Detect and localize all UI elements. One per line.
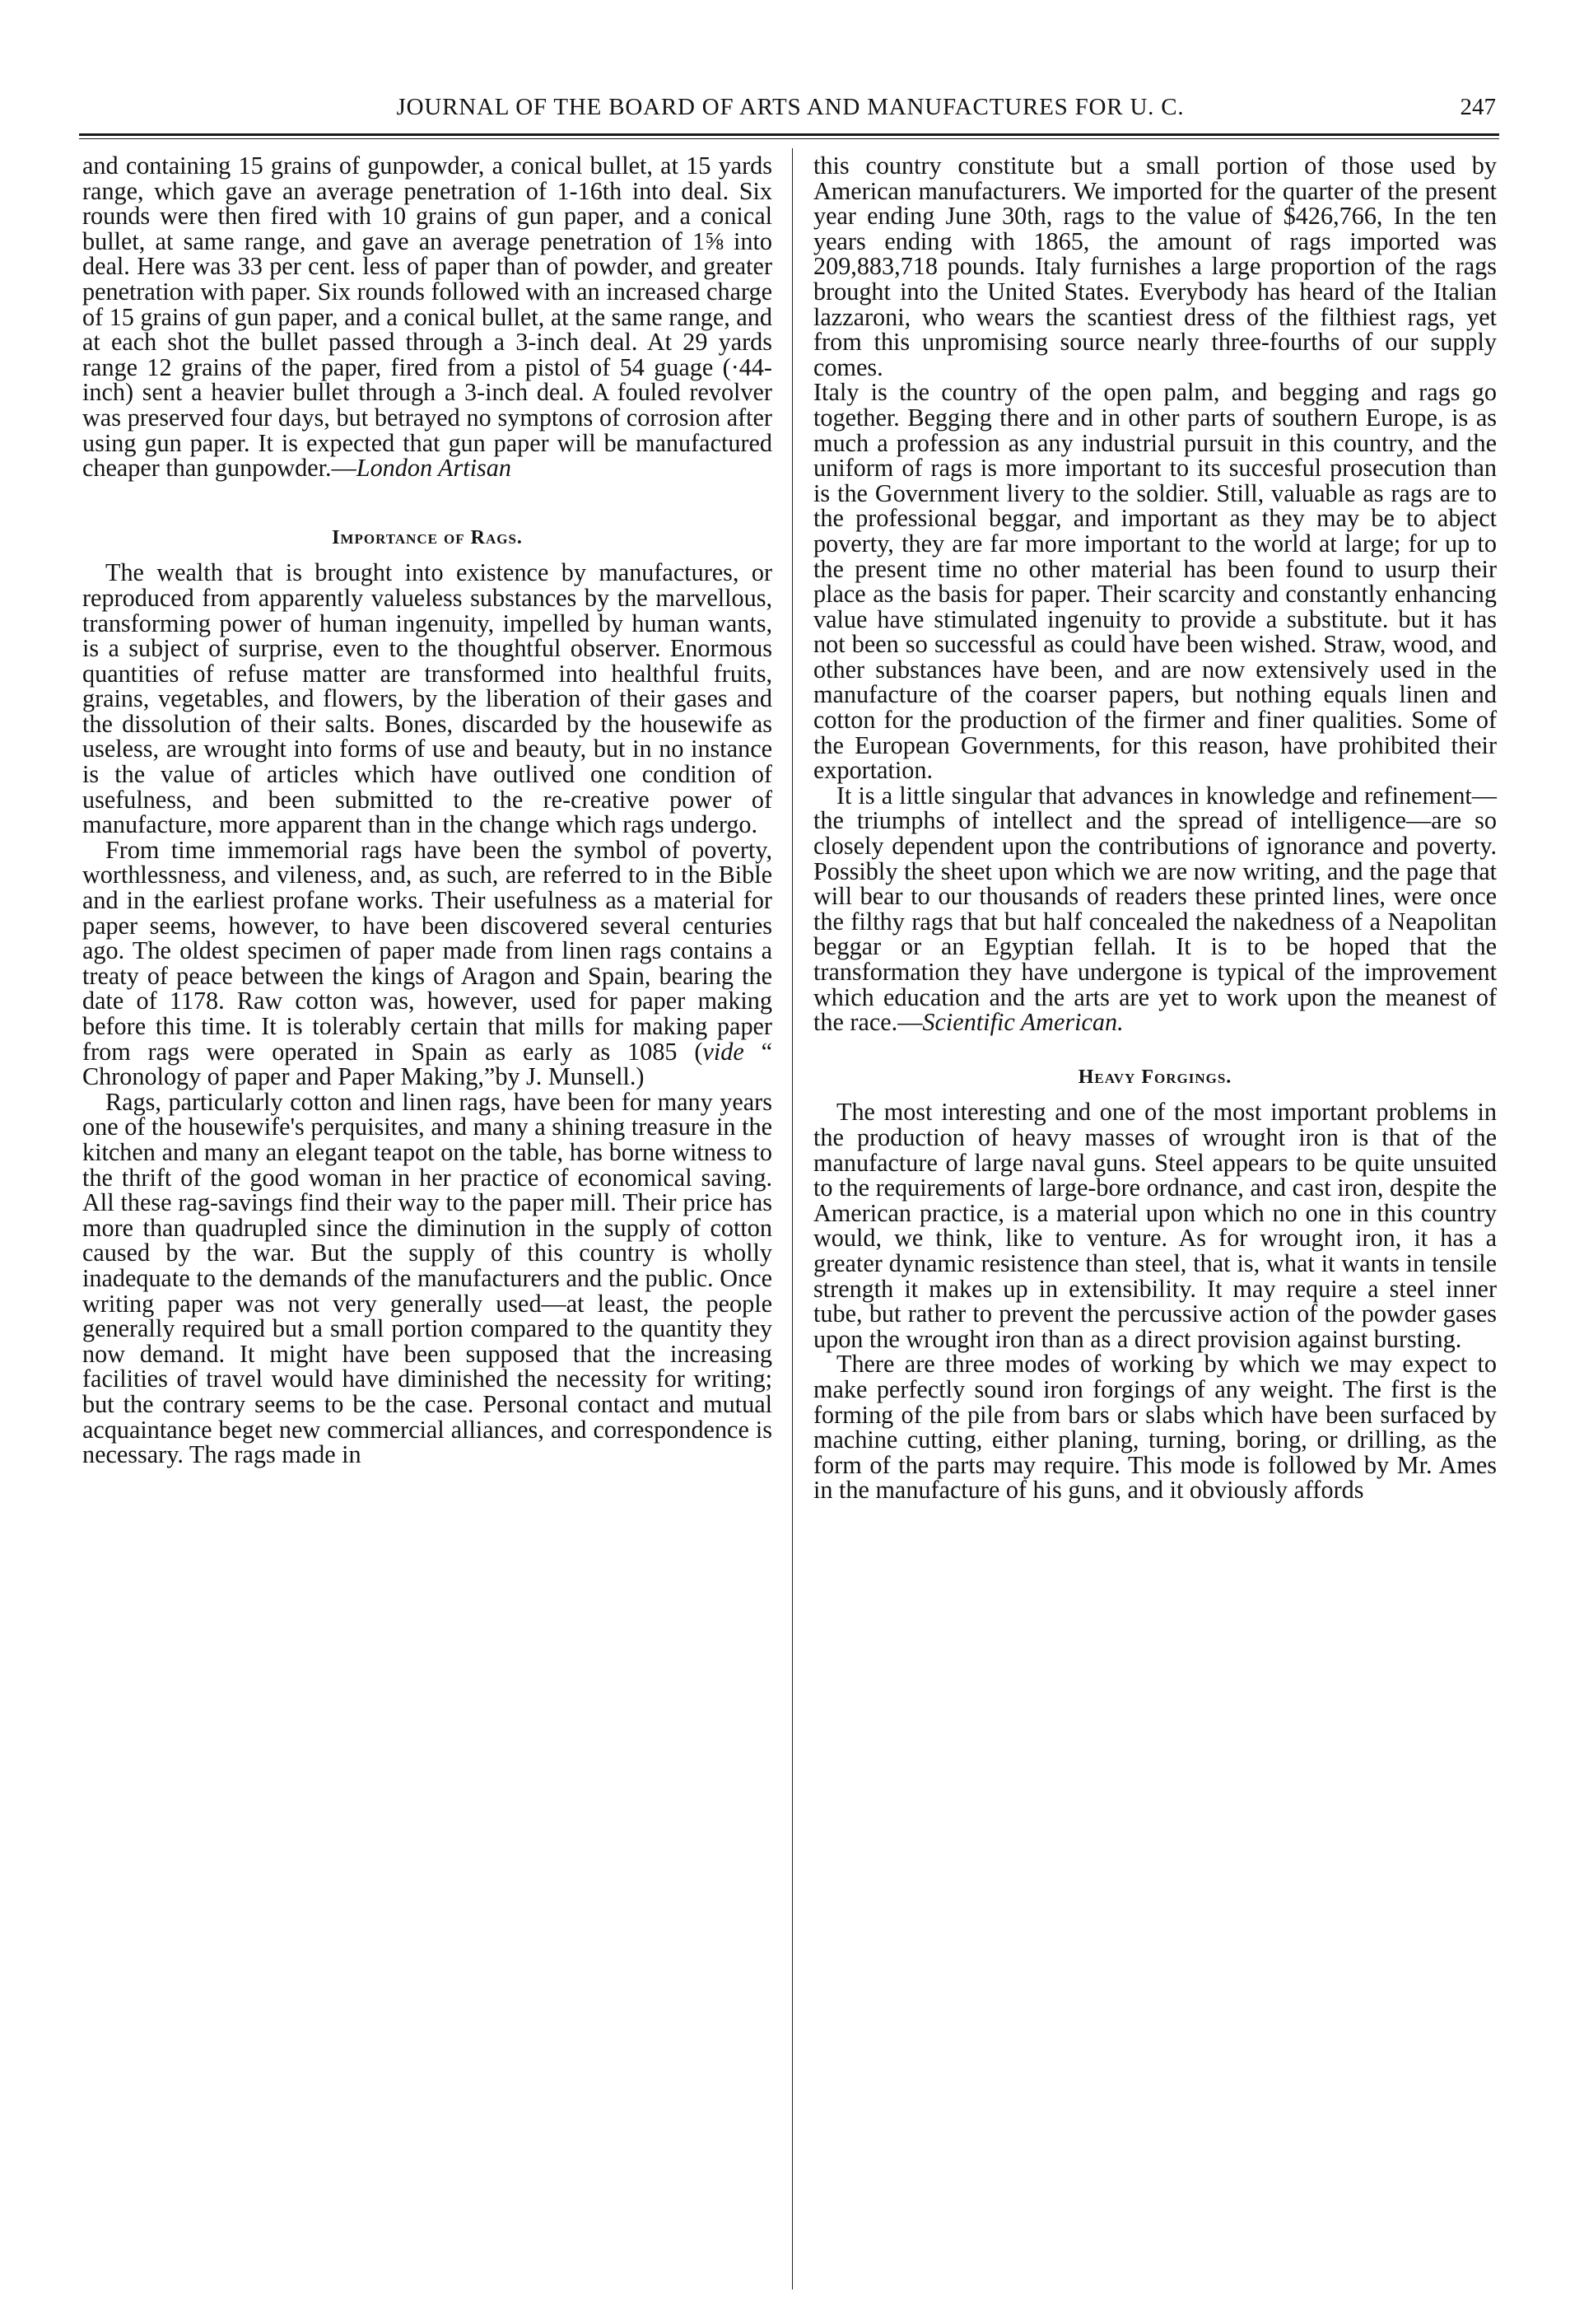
rags-paragraph-2 — [82, 835, 772, 1091]
rags-paragraph-5: Italy is the country of the open palm, and begging and rags go together. Begging there and in other parts of southern Europe, is as much a profession as any industrial pursuit in this country, and the uniform of rags is more important to its succesful prosecution than is the Government livery to the soldier. Still, valuable as rags are to the professional beggar, and important as they may be to abject poverty, they are far more important to the world at large; for up to the present time no other material has been found to usurp their place as the basis for paper. Their scarcity and constantly enhancing value have stimulated ingenuity to provide a substitute. but it has not been so successful as could have been wished. Straw, wood, and other substances have been, and are now extensively used in the manufacture of the coarser papers, but nothing equals linen and cotton for the production of the firmer and finer qualities. Some of the European Governments, for this reason, have prohibited their exportation. — [813, 378, 1497, 785]
rags-paragraph-2-text-b: “ Chronology of paper and Paper Making,”by J. Munsell.) — [82, 1037, 772, 1091]
gun-paper-text: and containing 15 grains of gunpowder, a conical bullet, at 15 yards range, which gave an average penetration of 1-16th into deal. Six rounds were then fired with 10 grains of gun paper, and a conical bullet, at same range, and gave an average penetration of 1⅝ into deal. Here was 33 per cent. less of paper than of powder, and greater penetration with paper. Six rounds followed with an increased charge of 15 grains of gun paper, and a conical bullet, at the same range, and at each shot the bullet passed through a 3-inch deal. At 29 yards range 12 grains of the paper, fired from a pistol of 54 guage (·44-inch) sent a heavier bullet through a 3-inch deal. A fouled revolver was preserved four days, but betrayed no symptons of corrosion after using gun paper. It is expected that gun paper will be manufactured cheaper than gunpowder.— — [82, 152, 772, 483]
gun-paper-source: London Artisan — [356, 454, 511, 483]
rags-paragraph-1: The wealth that is brought into existence by manufactures, or reproduced from apparently valueless substances by the marvellous, transforming power of human ingenuity, impelled by human wants, is a subject of surprise, even to the thoughtful observer. Enormous quantities of refuse matter are transformed into healthful fruits, grains, vegetables, and flowers, by the liberation of their gases and the dissolution of their salts. Bones, discarded by the housewife as useless, are wrought into forms of use and beauty, but in no instance is the value of articles which have outlived one condition of usefulness, and been submitted to the re-creative power of manufacture, more apparent than in the change which rags undergo. — [82, 558, 772, 839]
column-divider — [792, 148, 793, 2289]
left-column — [82, 153, 772, 1468]
journal-title: JOURNAL OF THE BOARD OF ARTS AND MANUFACTURES FOR U. C. — [396, 94, 1185, 120]
forgings-paragraph-1: The most interesting and one of the most important problems in the production of heavy masses of wrought iron is that of the manufacture of large naval guns. Steel appears to be quite unsuited to the requirements of large-bore ordnance, and cast iron, despite the American practice, is a material upon which no one in this country would, we think, like to venture. As for wrought iron, it has a greater dynamic resistence than steel, that is, what it wants in tensile strength it makes up in extensibility. It may require a steel inner tube, but rather to prevent the percussive action of the powder gases upon the wrought iron than as a direct provision against bursting. — [813, 1098, 1497, 1353]
gun-paper-paragraph — [82, 153, 772, 481]
right-column — [813, 153, 1497, 1503]
header-rule — [79, 133, 1499, 139]
heading-importance-of-rags: Importance of Rags. — [332, 526, 523, 548]
rags-paragraph-3: Rags, particularly cotton and linen rags, have been for many years one of the housewife's perquisites, and many a shining treasure in the kitchen and many an elegant teapot on the table, has borne witness to the thrift of the good woman in her practice of economical saving. All these rag-savings find their way to the paper mill. Their price has more than quadrupled since the diminution in the supply of cotton caused by the war. But the supply of this country is wholly inadequate to the demands of the manufacturers and the public. Once writing paper was not very generally used—at least, the people generally required but a small portion compared to the quantity they now demand. It might have been supposed that the increasing facilities of travel would have diminished the necessity for writing; but the contrary seems to be the case. Personal contact and mutual acquaintance beget new commercial alliances, and correspondence is necessary. The rags made in — [82, 1087, 772, 1469]
page-number: 247 — [1460, 94, 1496, 120]
heading-heavy-forgings: Heavy Forgings. — [1078, 1066, 1232, 1088]
running-head — [156, 89, 1424, 125]
rags-paragraph-2-text-a: From time immemorial rags have been the symbol of poverty, worthlessness, and vileness, and, as such, are referred to in the Bible and in the earliest profane works. Their usefulness as a material for paper seems, however, to have been discovered several centuries ago. The oldest specimen of paper made from linen rags contains a treaty of peace between the kings of Aragon and Spain, bearing the date of 1178. Raw cotton was, however, used for paper making before this time. It is tolerably certain that mills for making paper from rags were operated in Spain as early as 1085 ( — [82, 835, 772, 1066]
rags-paragraph-2-vide: vide — [702, 1037, 744, 1066]
rags-paragraph-6 — [813, 783, 1497, 1035]
rags-paragraph-4: this country constitute but a small portion of those used by American manufacturers. We imported for the quarter of the present year ending June 30th, rags to the value of $426,766, In the ten years ending with 1865, the amount of rags imported was 209,883,718 pounds. Italy furnishes a large proportion of the rags brought into the United States. Everybody has heard of the Italian lazzaroni, who wears the scantiest dress of the filthiest rags, yet from this unpromising source nearly three-fourths of our supply comes. — [813, 152, 1497, 381]
rags-paragraph-6-source: Scientific American. — [922, 1008, 1124, 1037]
rags-paragraph-6-text: It is a little singular that advances in knowledge and refinement—the triumphs of intellect and the spread of intelligence—are so closely dependent upon the contributions of ignorance and poverty. Possibly the sheet upon which we are now writing, and the page that will bear to our thousands of readers these printed lines, were once the filthy rags that but half concealed the nakedness of a Neapolitan beggar or an Egyptian fellah. It is to be hoped that the transformation they have undergone is typical of the improvement which education and the arts are yet to work upon the meanest of the race.— — [813, 781, 1497, 1037]
forgings-paragraph-2: There are three modes of working by which we may expect to make perfectly sound iron forgings of any weight. The first is the forming of the pile from bars or slabs which have been surfaced by machine cutting, either planing, turning, boring, or drilling, as the form of the parts may require. This mode is followed by Mr. Ames in the manufacture of his guns, and it obviously affords — [813, 1350, 1497, 1505]
